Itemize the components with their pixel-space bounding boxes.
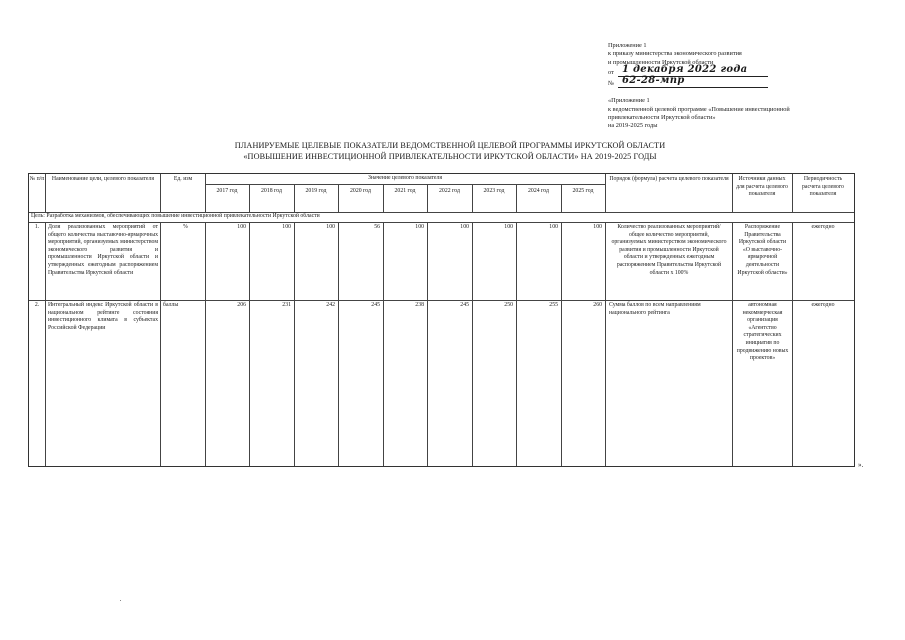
row-number: 2. [34, 302, 40, 308]
number-label: № [608, 80, 615, 88]
value-cell: 245 [371, 302, 380, 308]
value-cell: 231 [282, 302, 291, 308]
header-unit: Ед. изм [173, 176, 193, 182]
value-cell: 242 [326, 302, 335, 308]
indicators-table [28, 173, 855, 467]
header-line: к приказу министерства экономического развития [608, 50, 742, 58]
value-cell: 245 [460, 302, 469, 308]
header-line: к ведомственной целевой программе «Повышение инвестиционной [608, 105, 790, 113]
source-cell: Распоряжение Правительства Иркутской области «О выставочно-ярмарочной деятельности Иркутской области» [737, 224, 788, 276]
handwritten-date: 1 декабря 2022 года [622, 64, 748, 76]
title-line-1: ПЛАНИРУЕМЫЕ ЦЕЛЕВЫЕ ПОКАЗАТЕЛИ ВЕДОМСТВЕННОЙ ЦЕЛЕВОЙ ПРОГРАММЫ ИРКУТСКОЙ ОБЛАСТИ [234, 141, 666, 150]
value-cell: 255 [549, 302, 558, 308]
value-cell: 100 [326, 224, 335, 230]
period-cell: ежегодно [811, 302, 835, 308]
source-cell: автономная некоммерческая организация «Агентство стратегических инициатив по продвижению новых проектов» [736, 302, 789, 362]
value-cell: 238 [415, 302, 424, 308]
value-cell: 100 [415, 224, 424, 230]
header-line: привлекательности Иркутской области» [608, 114, 716, 122]
header-year: 2020 год [350, 188, 371, 194]
header-year: 2018 год [261, 188, 282, 194]
period-cell: ежегодно [811, 224, 835, 230]
header-year: 2025 год [572, 188, 594, 194]
value-cell: 100 [504, 224, 513, 230]
row-number: 1. [34, 224, 40, 230]
header-line: «Приложение 1 [608, 97, 650, 105]
header-num: № п/п [29, 176, 45, 182]
header-year: 2019 год [305, 188, 327, 194]
scan-speck [120, 600, 121, 601]
unit: % [183, 224, 188, 230]
value-cell: 100 [237, 224, 246, 230]
value-cell: 206 [237, 302, 246, 308]
indicator-name: Интегральный индекс Иркутской области в национальном рейтинге состояния инвестиционного климата в субъектах Российской Федерации [48, 302, 158, 331]
header-formula: Порядок (формула) расчета целевого показателя [609, 176, 729, 182]
approval-header [608, 42, 868, 131]
title-line-2: «ПОВЫШЕНИЕ ИНВЕСТИЦИОННОЙ ПРИВЛЕКАТЕЛЬНОСТИ ИРКУТСКОЙ ОБЛАСТИ» НА 2019-2025 ГОДЫ [243, 151, 657, 161]
order-number-line [608, 75, 868, 89]
value-cell: 100 [460, 224, 469, 230]
header-period: Периодичность расчета целевого показателя [802, 176, 844, 198]
header-values: Значение целевого показателя [367, 175, 443, 181]
indicator-name: Доля реализованных мероприятий от общего количества выставочно-ярмарочных мероприятий, организуемых министерством экономического развития и промышленности Иркутской области и утвержденных ежегодным распоряжением Правительства Иркутской области [48, 224, 158, 276]
header-name: Наименование цели, целевого показателя [51, 176, 155, 182]
value-cell: 250 [504, 302, 513, 308]
value-cell: 100 [593, 224, 602, 230]
value-cell: 260 [593, 302, 602, 308]
goal-row: Цель: Разработка механизмов, обеспечивающих повышение инвестиционной привлекательности Иркутской области [31, 213, 320, 219]
header-line: на 2019-2025 годы [608, 122, 658, 130]
handwritten-number: 62-28-мпр [622, 75, 685, 87]
value-cell: 100 [549, 224, 558, 230]
header-year: 2017 год [216, 188, 238, 194]
header-line: и промышленности Иркутской области [608, 58, 714, 66]
header-year: 2022 год [439, 188, 460, 194]
value-cell: 56 [374, 224, 380, 230]
date-label: от [608, 69, 614, 77]
document-title [150, 141, 750, 162]
header-year: 2023 год [483, 188, 505, 194]
header-line: Приложение 1 [608, 42, 647, 49]
closing-quote-mark: ». [858, 461, 864, 469]
header-source: Источники данных для расчета целевого показателя [736, 176, 788, 198]
formula-cell: Сумма баллов по всем направлениям национального рейтинга [609, 302, 701, 316]
header-year: 2024 год [528, 188, 549, 194]
header-year: 2021 год [394, 188, 416, 194]
value-cell: 100 [282, 224, 291, 230]
formula-cell: Количество реализованных мероприятий/общее количество мероприятий, организуемых министерством экономического развития и промышленности Иркутской области и утвержденных ежегодным распоряжением Правительства Иркутской области х 100% [611, 224, 727, 276]
unit: баллы [163, 302, 179, 308]
